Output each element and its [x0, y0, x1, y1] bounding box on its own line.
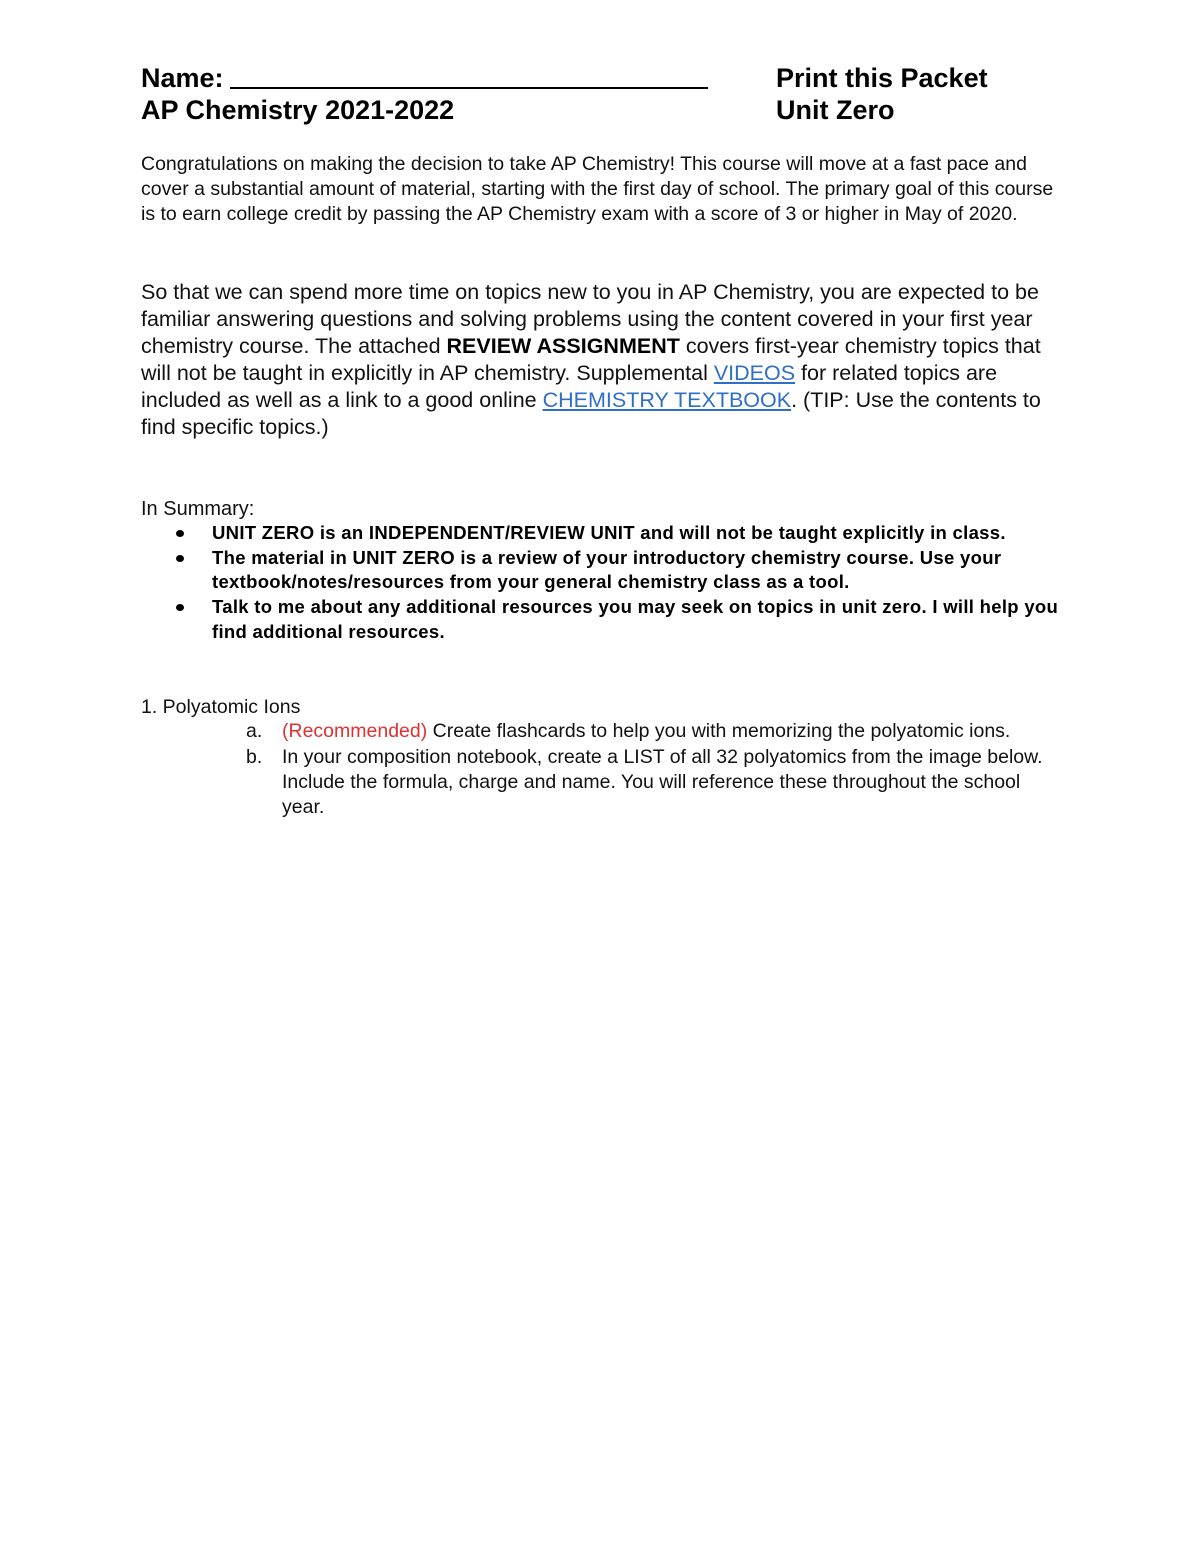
summary-bullet [172, 595, 1062, 644]
summary-bullet [172, 521, 1062, 546]
review-text-3: for related topics are included as well as a link to a good online [141, 361, 998, 412]
item-letter: b. [246, 746, 263, 768]
section-item [246, 719, 1066, 744]
bullet-icon [176, 555, 184, 562]
review-text-2: covers first-year chemistry topics that will not be taught in explicitly in AP chemistry. Supplemental [141, 334, 1041, 385]
print-note: Print this Packet [776, 63, 988, 93]
summary-bullet-text: The material in UNIT ZERO is a review of your introductory chemistry course. Use your textbook/notes/resources from your general chemistry class as a tool. [212, 546, 1002, 593]
item-text: Create flashcards to help you with memorizing the polyatomic ions. [427, 720, 1011, 742]
bullet-icon [176, 530, 184, 537]
name-blank-line[interactable] [230, 63, 708, 89]
recommended-label: (Recommended) [282, 720, 428, 742]
intro-paragraph: Congratulations on making the decision to take AP Chemistry! This course will move at a fast pace and cover a substantial amount of material, starting with the first day of school. The primary goal of this course is to earn college credit by passing the AP Chemistry exam with a score of 3 or higher in May of 2020. [141, 153, 1054, 225]
course-title: AP Chemistry 2021-2022 [141, 95, 455, 125]
review-text-1: So that we can spend more time on topics new to you in AP Chemistry, you are expected to be familiar answering questions and solving problems using the content covered in your first year chemistry course. The attached [141, 280, 1039, 358]
textbook-link[interactable]: CHEMISTRY TEXTBOOK [542, 388, 792, 412]
name-label: Name: [141, 63, 224, 93]
review-assignment-bold: REVIEW ASSIGNMENT [446, 334, 680, 358]
section-item [246, 745, 1066, 820]
summary-bullet-text: Talk to me about any additional resources you may seek on topics in unit zero. I will help you find additional resources. [212, 596, 1059, 642]
videos-link[interactable]: VIDEOS [713, 361, 796, 385]
item-text: In your composition notebook, create a LIST of all 32 polyatomics from the image below. Include the formula, charge and name. You will reference these throughout the school year. [282, 746, 1043, 818]
review-text-4: . (TIP: Use the contents to find specific topics.) [141, 388, 1041, 439]
summary-bullet-text: UNIT ZERO is an INDEPENDENT/REVIEW UNIT and will not be taught explicitly in class. [212, 522, 1006, 543]
review-paragraph [141, 279, 1061, 441]
summary-title: In Summary: [141, 498, 255, 520]
bullet-icon [176, 604, 184, 611]
summary-list [172, 521, 1062, 645]
unit-title: Unit Zero [776, 95, 895, 125]
section-title: 1. Polyatomic Ions [141, 696, 301, 718]
name-header [141, 62, 708, 94]
item-letter: a. [246, 720, 263, 742]
summary-bullet [172, 546, 1062, 595]
section-items [246, 719, 1066, 821]
